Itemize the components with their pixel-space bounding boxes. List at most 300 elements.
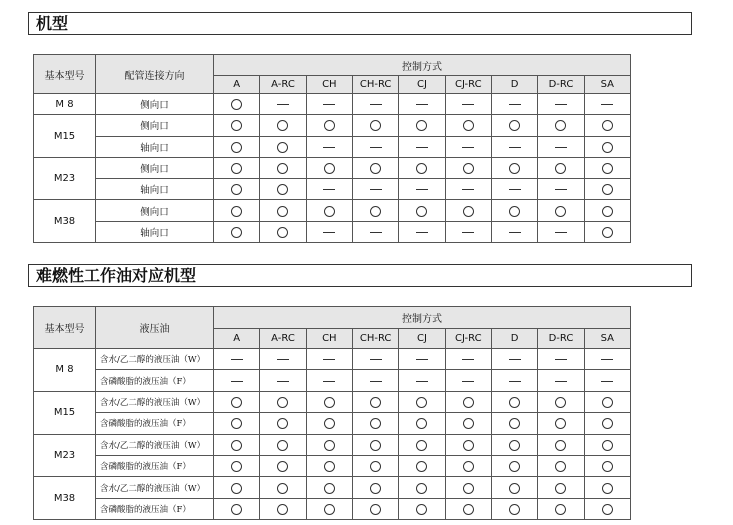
availability-cell bbox=[352, 434, 398, 455]
availability-cell bbox=[214, 477, 260, 498]
model-cell: M23 bbox=[34, 157, 96, 200]
available-circle-icon bbox=[324, 440, 335, 451]
available-circle-icon bbox=[277, 163, 288, 174]
table-row bbox=[34, 94, 631, 115]
unavailable-dash-icon bbox=[416, 147, 428, 148]
availability-cell bbox=[538, 115, 584, 136]
row-label: 含磷酸脂的液压油（F） bbox=[96, 455, 214, 476]
unavailable-dash-icon bbox=[323, 104, 335, 105]
unavailable-dash-icon bbox=[370, 189, 382, 190]
availability-cell bbox=[214, 434, 260, 455]
header-col-sa: SA bbox=[584, 76, 630, 94]
availability-cell bbox=[584, 221, 630, 242]
available-circle-icon bbox=[324, 483, 335, 494]
table-row bbox=[34, 434, 631, 455]
available-circle-icon bbox=[555, 418, 566, 429]
availability-cell bbox=[538, 94, 584, 115]
unavailable-dash-icon bbox=[462, 381, 474, 382]
availability-cell bbox=[399, 179, 445, 200]
availability-cell bbox=[584, 413, 630, 434]
availability-cell bbox=[584, 455, 630, 476]
row-label: 轴向口 bbox=[96, 136, 214, 157]
availability-cell bbox=[214, 370, 260, 391]
available-circle-icon bbox=[324, 397, 335, 408]
row-label: 含水/乙二醇的液压油（W） bbox=[96, 434, 214, 455]
availability-cell bbox=[306, 370, 352, 391]
availability-cell bbox=[399, 455, 445, 476]
row-label: 含磷酸脂的液压油（F） bbox=[96, 413, 214, 434]
availability-cell bbox=[214, 200, 260, 221]
available-circle-icon bbox=[416, 440, 427, 451]
row-label: 含磷酸脂的液压油（F） bbox=[96, 370, 214, 391]
availability-cell bbox=[399, 434, 445, 455]
availability-cell bbox=[491, 94, 537, 115]
availability-cell bbox=[306, 477, 352, 498]
availability-cell bbox=[399, 157, 445, 178]
unavailable-dash-icon bbox=[555, 232, 567, 233]
available-circle-icon bbox=[370, 440, 381, 451]
header-col-ch: CH bbox=[306, 76, 352, 94]
available-circle-icon bbox=[463, 440, 474, 451]
availability-cell bbox=[445, 349, 491, 370]
available-circle-icon bbox=[324, 206, 335, 217]
available-circle-icon bbox=[231, 120, 242, 131]
availability-cell bbox=[445, 391, 491, 412]
unavailable-dash-icon bbox=[555, 104, 567, 105]
availability-cell bbox=[538, 391, 584, 412]
availability-cell bbox=[352, 477, 398, 498]
model-cell: M15 bbox=[34, 391, 96, 434]
available-circle-icon bbox=[416, 418, 427, 429]
availability-cell bbox=[445, 136, 491, 157]
availability-cell bbox=[584, 157, 630, 178]
availability-cell bbox=[445, 498, 491, 519]
availability-cell bbox=[260, 179, 306, 200]
unavailable-dash-icon bbox=[370, 147, 382, 148]
availability-cell bbox=[306, 200, 352, 221]
available-circle-icon bbox=[602, 227, 613, 238]
models-table-body bbox=[34, 94, 631, 243]
availability-cell bbox=[306, 391, 352, 412]
unavailable-dash-icon bbox=[462, 104, 474, 105]
availability-cell bbox=[584, 136, 630, 157]
available-circle-icon bbox=[416, 461, 427, 472]
available-circle-icon bbox=[277, 504, 288, 515]
available-circle-icon bbox=[602, 184, 613, 195]
availability-cell bbox=[445, 179, 491, 200]
availability-cell bbox=[491, 477, 537, 498]
availability-cell bbox=[306, 157, 352, 178]
unavailable-dash-icon bbox=[370, 359, 382, 360]
model-cell: M15 bbox=[34, 115, 96, 158]
availability-cell bbox=[260, 370, 306, 391]
row-label: 含水/乙二醇的液压油（W） bbox=[96, 391, 214, 412]
available-circle-icon bbox=[416, 504, 427, 515]
availability-cell bbox=[399, 200, 445, 221]
availability-cell bbox=[214, 221, 260, 242]
table-row bbox=[34, 498, 631, 519]
unavailable-dash-icon bbox=[323, 189, 335, 190]
table-row bbox=[34, 136, 631, 157]
availability-cell bbox=[352, 157, 398, 178]
availability-cell bbox=[214, 455, 260, 476]
available-circle-icon bbox=[324, 461, 335, 472]
available-circle-icon bbox=[370, 483, 381, 494]
available-circle-icon bbox=[231, 418, 242, 429]
unavailable-dash-icon bbox=[555, 359, 567, 360]
table-row bbox=[34, 391, 631, 412]
availability-cell bbox=[306, 498, 352, 519]
unavailable-dash-icon bbox=[601, 381, 613, 382]
availability-cell bbox=[399, 477, 445, 498]
available-circle-icon bbox=[555, 461, 566, 472]
available-circle-icon bbox=[277, 461, 288, 472]
available-circle-icon bbox=[370, 206, 381, 217]
header-fluid: 液压油 bbox=[96, 307, 214, 349]
row-label: 侧向口 bbox=[96, 157, 214, 178]
unavailable-dash-icon bbox=[462, 147, 474, 148]
available-circle-icon bbox=[324, 163, 335, 174]
unavailable-dash-icon bbox=[509, 104, 521, 105]
availability-cell bbox=[399, 413, 445, 434]
available-circle-icon bbox=[555, 504, 566, 515]
availability-cell bbox=[260, 200, 306, 221]
available-circle-icon bbox=[416, 483, 427, 494]
available-circle-icon bbox=[602, 120, 613, 131]
unavailable-dash-icon bbox=[277, 104, 289, 105]
header-col-cj: CJ bbox=[399, 76, 445, 94]
availability-cell bbox=[538, 477, 584, 498]
unavailable-dash-icon bbox=[509, 189, 521, 190]
unavailable-dash-icon bbox=[370, 104, 382, 105]
header-col-cj-rc: CJ-RC bbox=[445, 329, 491, 349]
availability-cell bbox=[352, 455, 398, 476]
availability-cell bbox=[445, 94, 491, 115]
row-label: 侧向口 bbox=[96, 200, 214, 221]
available-circle-icon bbox=[509, 461, 520, 472]
availability-cell bbox=[445, 477, 491, 498]
available-circle-icon bbox=[555, 206, 566, 217]
availability-cell bbox=[491, 136, 537, 157]
row-label: 侧向口 bbox=[96, 115, 214, 136]
unavailable-dash-icon bbox=[416, 232, 428, 233]
available-circle-icon bbox=[602, 483, 613, 494]
availability-cell bbox=[352, 200, 398, 221]
unavailable-dash-icon bbox=[416, 189, 428, 190]
availability-cell bbox=[306, 136, 352, 157]
availability-cell bbox=[214, 413, 260, 434]
table-row bbox=[34, 179, 631, 200]
unavailable-dash-icon bbox=[231, 381, 243, 382]
available-circle-icon bbox=[602, 418, 613, 429]
availability-cell bbox=[584, 477, 630, 498]
row-label: 侧向口 bbox=[96, 94, 214, 115]
available-circle-icon bbox=[277, 184, 288, 195]
availability-cell bbox=[491, 179, 537, 200]
available-circle-icon bbox=[231, 184, 242, 195]
available-circle-icon bbox=[416, 397, 427, 408]
header-col-a: A bbox=[214, 76, 260, 94]
unavailable-dash-icon bbox=[231, 359, 243, 360]
available-circle-icon bbox=[463, 397, 474, 408]
availability-cell bbox=[260, 136, 306, 157]
availability-cell bbox=[491, 455, 537, 476]
availability-cell bbox=[214, 94, 260, 115]
availability-cell bbox=[214, 179, 260, 200]
unavailable-dash-icon bbox=[509, 147, 521, 148]
header-col-a-rc: A-RC bbox=[260, 329, 306, 349]
available-circle-icon bbox=[231, 397, 242, 408]
availability-cell bbox=[445, 413, 491, 434]
availability-cell bbox=[352, 413, 398, 434]
availability-cell bbox=[352, 94, 398, 115]
availability-cell bbox=[214, 157, 260, 178]
fire-resistant-table bbox=[33, 306, 631, 520]
availability-cell bbox=[306, 413, 352, 434]
section-title-models: 机型 bbox=[28, 12, 692, 35]
available-circle-icon bbox=[370, 163, 381, 174]
availability-cell bbox=[399, 391, 445, 412]
header-col-cj: CJ bbox=[399, 329, 445, 349]
availability-cell bbox=[399, 221, 445, 242]
availability-cell bbox=[260, 349, 306, 370]
row-label: 含水/乙二醇的液压油（W） bbox=[96, 477, 214, 498]
availability-cell bbox=[445, 200, 491, 221]
header-model: 基本型号 bbox=[34, 55, 96, 94]
availability-cell bbox=[445, 370, 491, 391]
row-label: 含磷酸脂的液压油（F） bbox=[96, 498, 214, 519]
unavailable-dash-icon bbox=[509, 232, 521, 233]
availability-cell bbox=[352, 115, 398, 136]
availability-cell bbox=[491, 498, 537, 519]
available-circle-icon bbox=[509, 483, 520, 494]
available-circle-icon bbox=[277, 397, 288, 408]
availability-cell bbox=[352, 498, 398, 519]
availability-cell bbox=[584, 498, 630, 519]
availability-cell bbox=[491, 370, 537, 391]
availability-cell bbox=[538, 221, 584, 242]
availability-cell bbox=[491, 221, 537, 242]
availability-cell bbox=[214, 391, 260, 412]
availability-cell bbox=[538, 434, 584, 455]
header-model: 基本型号 bbox=[34, 307, 96, 349]
availability-cell bbox=[584, 349, 630, 370]
header-col-d-rc: D-RC bbox=[538, 329, 584, 349]
availability-cell bbox=[584, 370, 630, 391]
availability-cell bbox=[306, 434, 352, 455]
unavailable-dash-icon bbox=[370, 232, 382, 233]
header-col-ch-rc: CH-RC bbox=[352, 76, 398, 94]
availability-cell bbox=[306, 455, 352, 476]
unavailable-dash-icon bbox=[416, 359, 428, 360]
availability-cell bbox=[352, 349, 398, 370]
unavailable-dash-icon bbox=[555, 189, 567, 190]
unavailable-dash-icon bbox=[323, 359, 335, 360]
availability-cell bbox=[538, 370, 584, 391]
availability-cell bbox=[584, 179, 630, 200]
header-connection: 配管连接方向 bbox=[96, 55, 214, 94]
availability-cell bbox=[306, 221, 352, 242]
available-circle-icon bbox=[602, 440, 613, 451]
availability-cell bbox=[214, 115, 260, 136]
availability-cell bbox=[214, 349, 260, 370]
available-circle-icon bbox=[370, 461, 381, 472]
model-cell: M38 bbox=[34, 200, 96, 243]
available-circle-icon bbox=[509, 440, 520, 451]
availability-cell bbox=[491, 434, 537, 455]
table-row bbox=[34, 157, 631, 178]
availability-cell bbox=[306, 349, 352, 370]
availability-cell bbox=[538, 200, 584, 221]
available-circle-icon bbox=[602, 206, 613, 217]
availability-cell bbox=[260, 413, 306, 434]
section-title-fire-resistant: 难燃性工作油对应机型 bbox=[28, 264, 692, 287]
available-circle-icon bbox=[463, 206, 474, 217]
available-circle-icon bbox=[231, 504, 242, 515]
availability-cell bbox=[399, 115, 445, 136]
header-col-ch: CH bbox=[306, 329, 352, 349]
available-circle-icon bbox=[231, 483, 242, 494]
model-cell: M 8 bbox=[34, 94, 96, 115]
table-row bbox=[34, 115, 631, 136]
availability-cell bbox=[399, 370, 445, 391]
availability-cell bbox=[538, 455, 584, 476]
unavailable-dash-icon bbox=[509, 359, 521, 360]
unavailable-dash-icon bbox=[462, 189, 474, 190]
available-circle-icon bbox=[602, 163, 613, 174]
unavailable-dash-icon bbox=[462, 232, 474, 233]
availability-cell bbox=[445, 434, 491, 455]
available-circle-icon bbox=[416, 120, 427, 131]
availability-cell bbox=[445, 455, 491, 476]
unavailable-dash-icon bbox=[416, 104, 428, 105]
fire-resistant-table-body bbox=[34, 349, 631, 520]
unavailable-dash-icon bbox=[323, 381, 335, 382]
availability-cell bbox=[260, 115, 306, 136]
availability-cell bbox=[491, 157, 537, 178]
availability-cell bbox=[491, 391, 537, 412]
available-circle-icon bbox=[370, 397, 381, 408]
unavailable-dash-icon bbox=[323, 232, 335, 233]
availability-cell bbox=[538, 498, 584, 519]
row-label: 轴向口 bbox=[96, 179, 214, 200]
availability-cell bbox=[584, 391, 630, 412]
availability-cell bbox=[352, 179, 398, 200]
unavailable-dash-icon bbox=[555, 381, 567, 382]
availability-cell bbox=[352, 391, 398, 412]
header-col-a-rc: A-RC bbox=[260, 76, 306, 94]
availability-cell bbox=[584, 115, 630, 136]
available-circle-icon bbox=[277, 418, 288, 429]
available-circle-icon bbox=[555, 120, 566, 131]
availability-cell bbox=[445, 115, 491, 136]
table-row bbox=[34, 200, 631, 221]
available-circle-icon bbox=[555, 440, 566, 451]
unavailable-dash-icon bbox=[601, 104, 613, 105]
available-circle-icon bbox=[370, 504, 381, 515]
available-circle-icon bbox=[463, 504, 474, 515]
availability-cell bbox=[491, 349, 537, 370]
available-circle-icon bbox=[463, 418, 474, 429]
availability-cell bbox=[214, 498, 260, 519]
available-circle-icon bbox=[277, 440, 288, 451]
available-circle-icon bbox=[602, 142, 613, 153]
table-row bbox=[34, 455, 631, 476]
availability-cell bbox=[214, 136, 260, 157]
available-circle-icon bbox=[463, 461, 474, 472]
availability-cell bbox=[352, 136, 398, 157]
availability-cell bbox=[399, 136, 445, 157]
available-circle-icon bbox=[602, 461, 613, 472]
header-col-a: A bbox=[214, 329, 260, 349]
availability-cell bbox=[445, 221, 491, 242]
unavailable-dash-icon bbox=[370, 381, 382, 382]
availability-cell bbox=[260, 455, 306, 476]
model-cell: M38 bbox=[34, 477, 96, 520]
unavailable-dash-icon bbox=[277, 381, 289, 382]
availability-cell bbox=[352, 370, 398, 391]
available-circle-icon bbox=[277, 206, 288, 217]
availability-cell bbox=[260, 157, 306, 178]
models-table bbox=[33, 54, 631, 243]
available-circle-icon bbox=[463, 120, 474, 131]
available-circle-icon bbox=[463, 483, 474, 494]
header-control: 控制方式 bbox=[214, 55, 631, 76]
available-circle-icon bbox=[509, 504, 520, 515]
available-circle-icon bbox=[602, 504, 613, 515]
availability-cell bbox=[399, 94, 445, 115]
available-circle-icon bbox=[277, 483, 288, 494]
available-circle-icon bbox=[509, 418, 520, 429]
available-circle-icon bbox=[416, 163, 427, 174]
table-row bbox=[34, 477, 631, 498]
availability-cell bbox=[260, 94, 306, 115]
availability-cell bbox=[306, 115, 352, 136]
availability-cell bbox=[260, 221, 306, 242]
table-row bbox=[34, 413, 631, 434]
available-circle-icon bbox=[231, 461, 242, 472]
available-circle-icon bbox=[324, 504, 335, 515]
available-circle-icon bbox=[231, 142, 242, 153]
available-circle-icon bbox=[555, 483, 566, 494]
available-circle-icon bbox=[277, 227, 288, 238]
unavailable-dash-icon bbox=[509, 381, 521, 382]
availability-cell bbox=[306, 179, 352, 200]
availability-cell bbox=[399, 498, 445, 519]
availability-cell bbox=[584, 200, 630, 221]
available-circle-icon bbox=[324, 120, 335, 131]
available-circle-icon bbox=[231, 163, 242, 174]
unavailable-dash-icon bbox=[462, 359, 474, 360]
availability-cell bbox=[260, 498, 306, 519]
availability-cell bbox=[306, 94, 352, 115]
available-circle-icon bbox=[231, 440, 242, 451]
header-col-ch-rc: CH-RC bbox=[352, 329, 398, 349]
availability-cell bbox=[538, 349, 584, 370]
availability-cell bbox=[538, 413, 584, 434]
header-col-d: D bbox=[491, 329, 537, 349]
header-col-cj-rc: CJ-RC bbox=[445, 76, 491, 94]
available-circle-icon bbox=[602, 397, 613, 408]
available-circle-icon bbox=[416, 206, 427, 217]
available-circle-icon bbox=[463, 163, 474, 174]
row-label: 含水/乙二醇的液压油（W） bbox=[96, 349, 214, 370]
available-circle-icon bbox=[370, 418, 381, 429]
availability-cell bbox=[352, 221, 398, 242]
unavailable-dash-icon bbox=[555, 147, 567, 148]
available-circle-icon bbox=[509, 397, 520, 408]
availability-cell bbox=[584, 434, 630, 455]
